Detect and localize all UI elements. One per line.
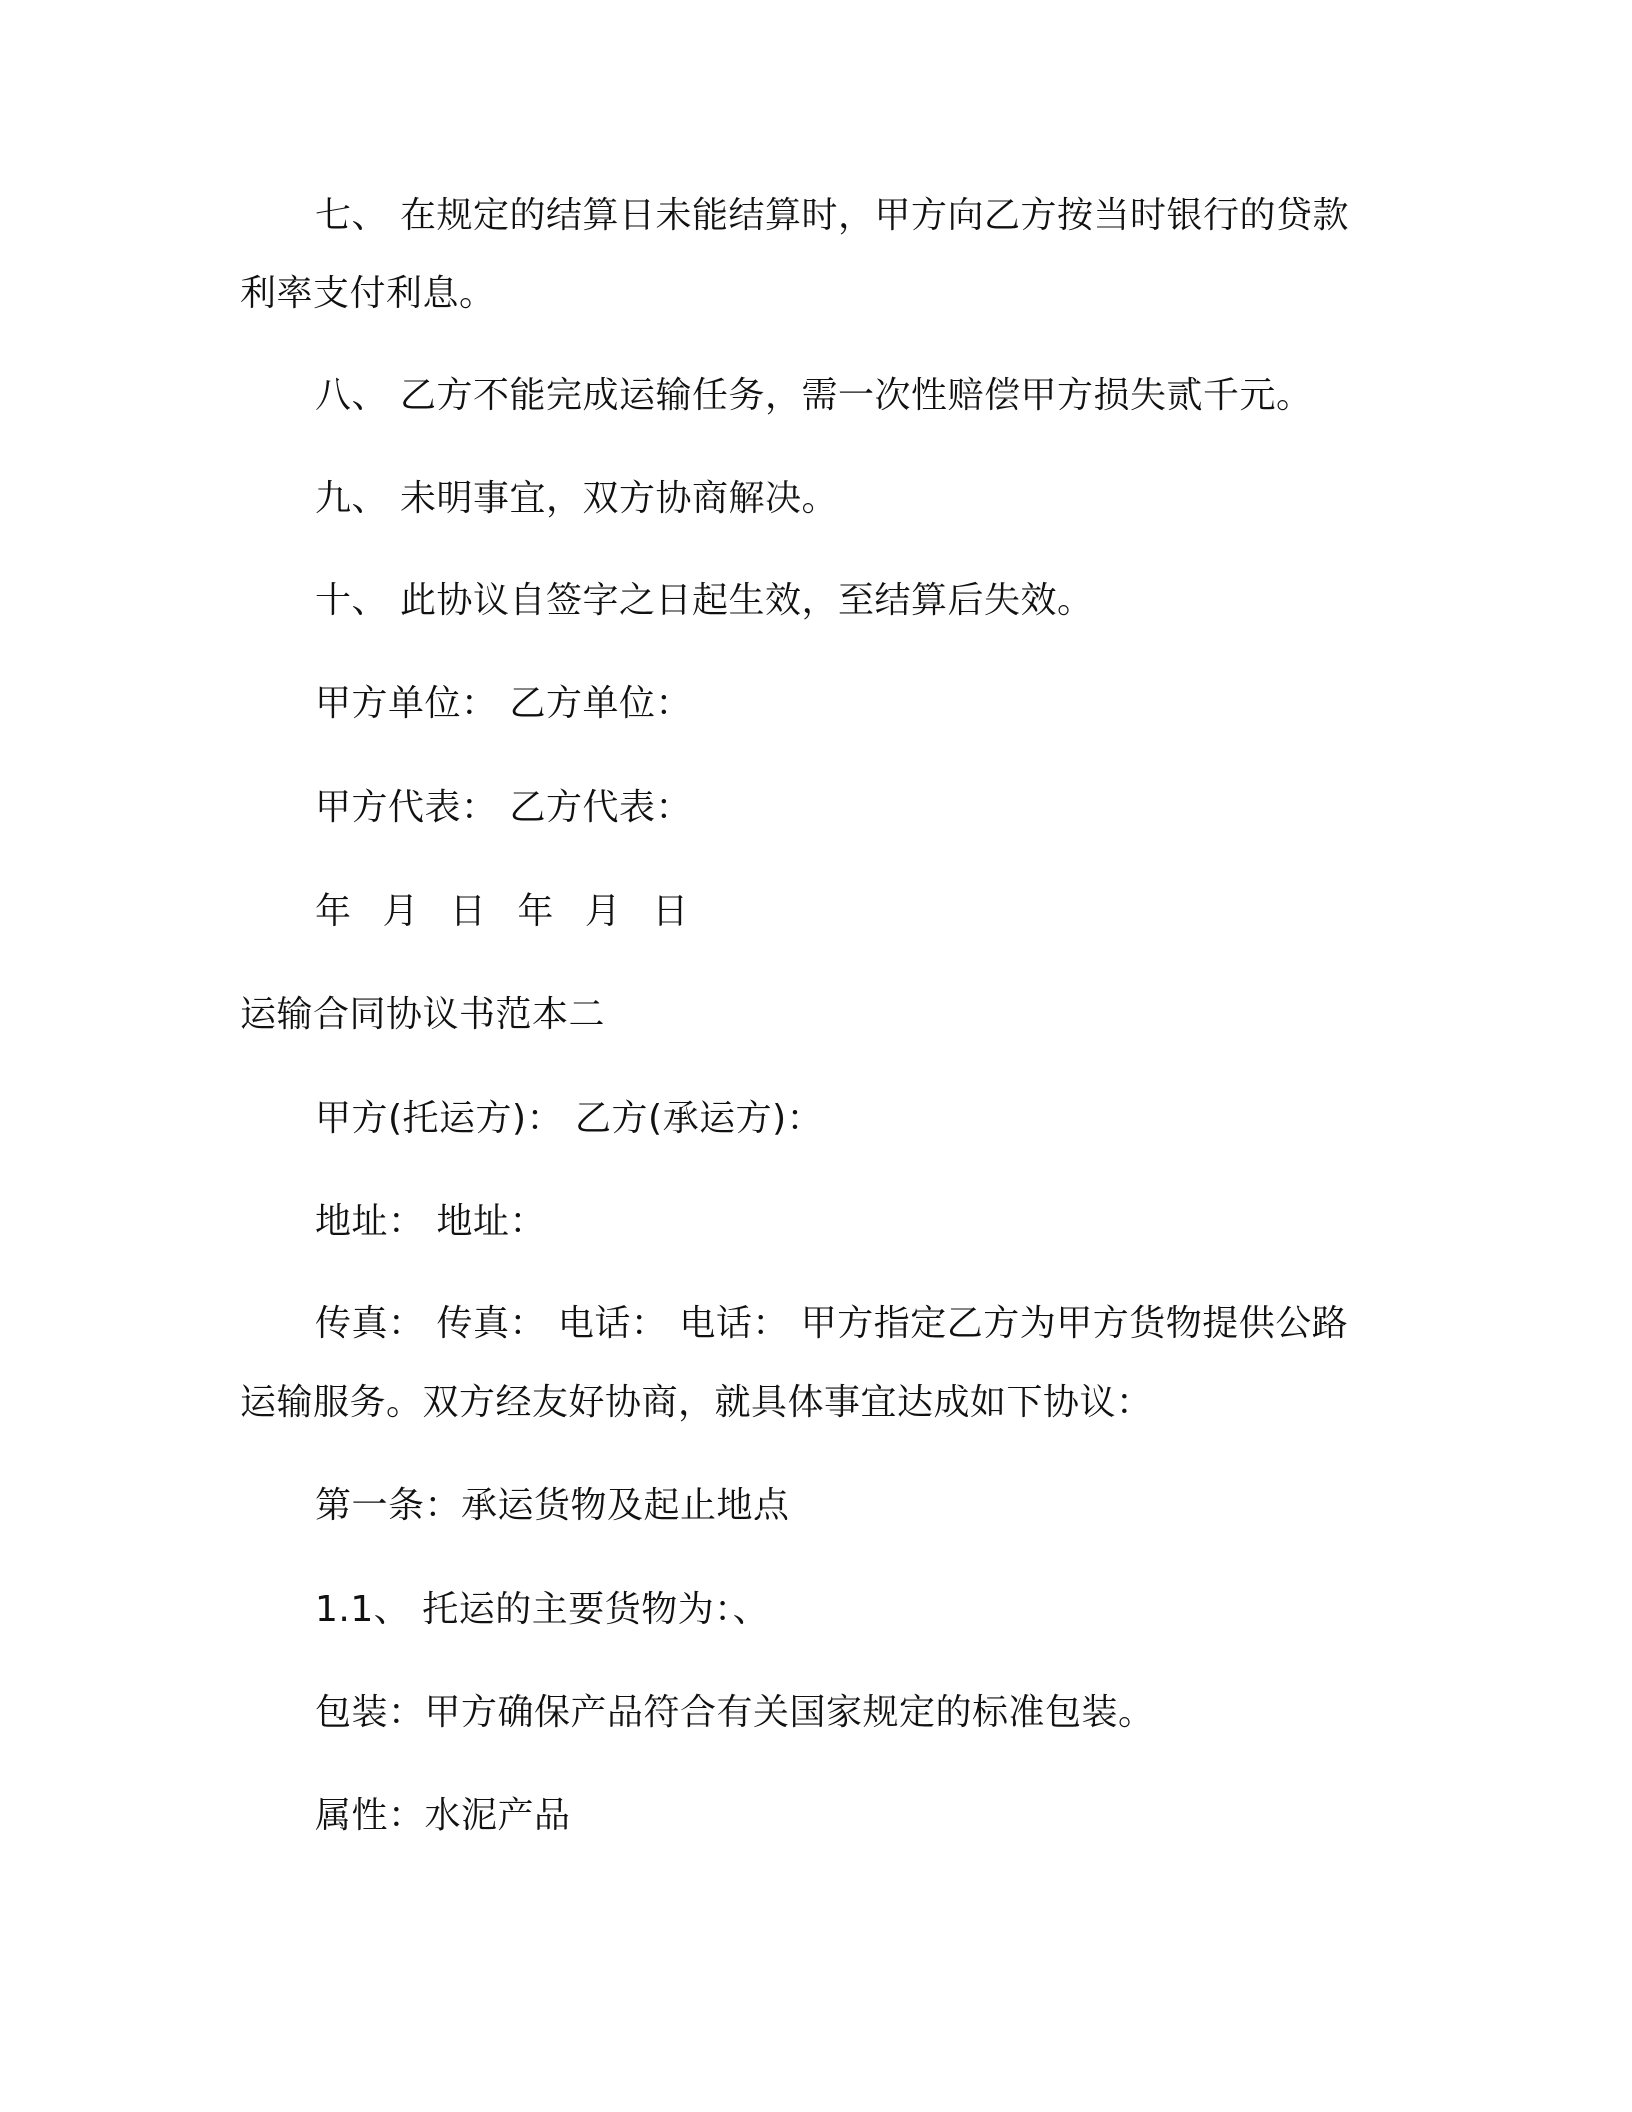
address-line: 地址： 地址：	[315, 1201, 546, 1242]
contact-line-2: 运输服务。双方经友好协商，就具体事宜达成如下协议：	[240, 1382, 1153, 1423]
clause-10: 十、 此协议自签字之日起生效，至结算后失效。	[315, 580, 1094, 621]
signature-units: 甲方单位： 乙方单位：	[315, 683, 692, 724]
parties-line: 甲方(托运方)： 乙方(承运方)：	[315, 1098, 824, 1139]
clause-7-line-2: 利率支付利息。	[240, 273, 496, 314]
signature-dates: 年 月 日 年 月 日	[315, 891, 699, 932]
packaging-line: 包装：甲方确保产品符合有关国家规定的标准包装。	[315, 1692, 1155, 1733]
clause-8: 八、 乙方不能完成运输任务，需一次性赔偿甲方损失贰千元。	[315, 375, 1313, 416]
attribute-line: 属性：水泥产品	[315, 1795, 571, 1836]
clause-7-line-1: 七、 在规定的结算日未能结算时，甲方向乙方按当时银行的贷款	[315, 195, 1349, 236]
article-1-1: 1.1、 托运的主要货物为：、	[315, 1589, 770, 1630]
signature-representatives: 甲方代表： 乙方代表：	[315, 787, 692, 828]
article-1-heading: 第一条：承运货物及起止地点	[315, 1485, 790, 1526]
contact-line-1: 传真： 传真： 电话： 电话： 甲方指定乙方为甲方货物提供公路	[315, 1303, 1349, 1344]
section-title: 运输合同协议书范本二	[240, 994, 606, 1035]
clause-9: 九、 未明事宜，双方协商解决。	[315, 478, 838, 519]
